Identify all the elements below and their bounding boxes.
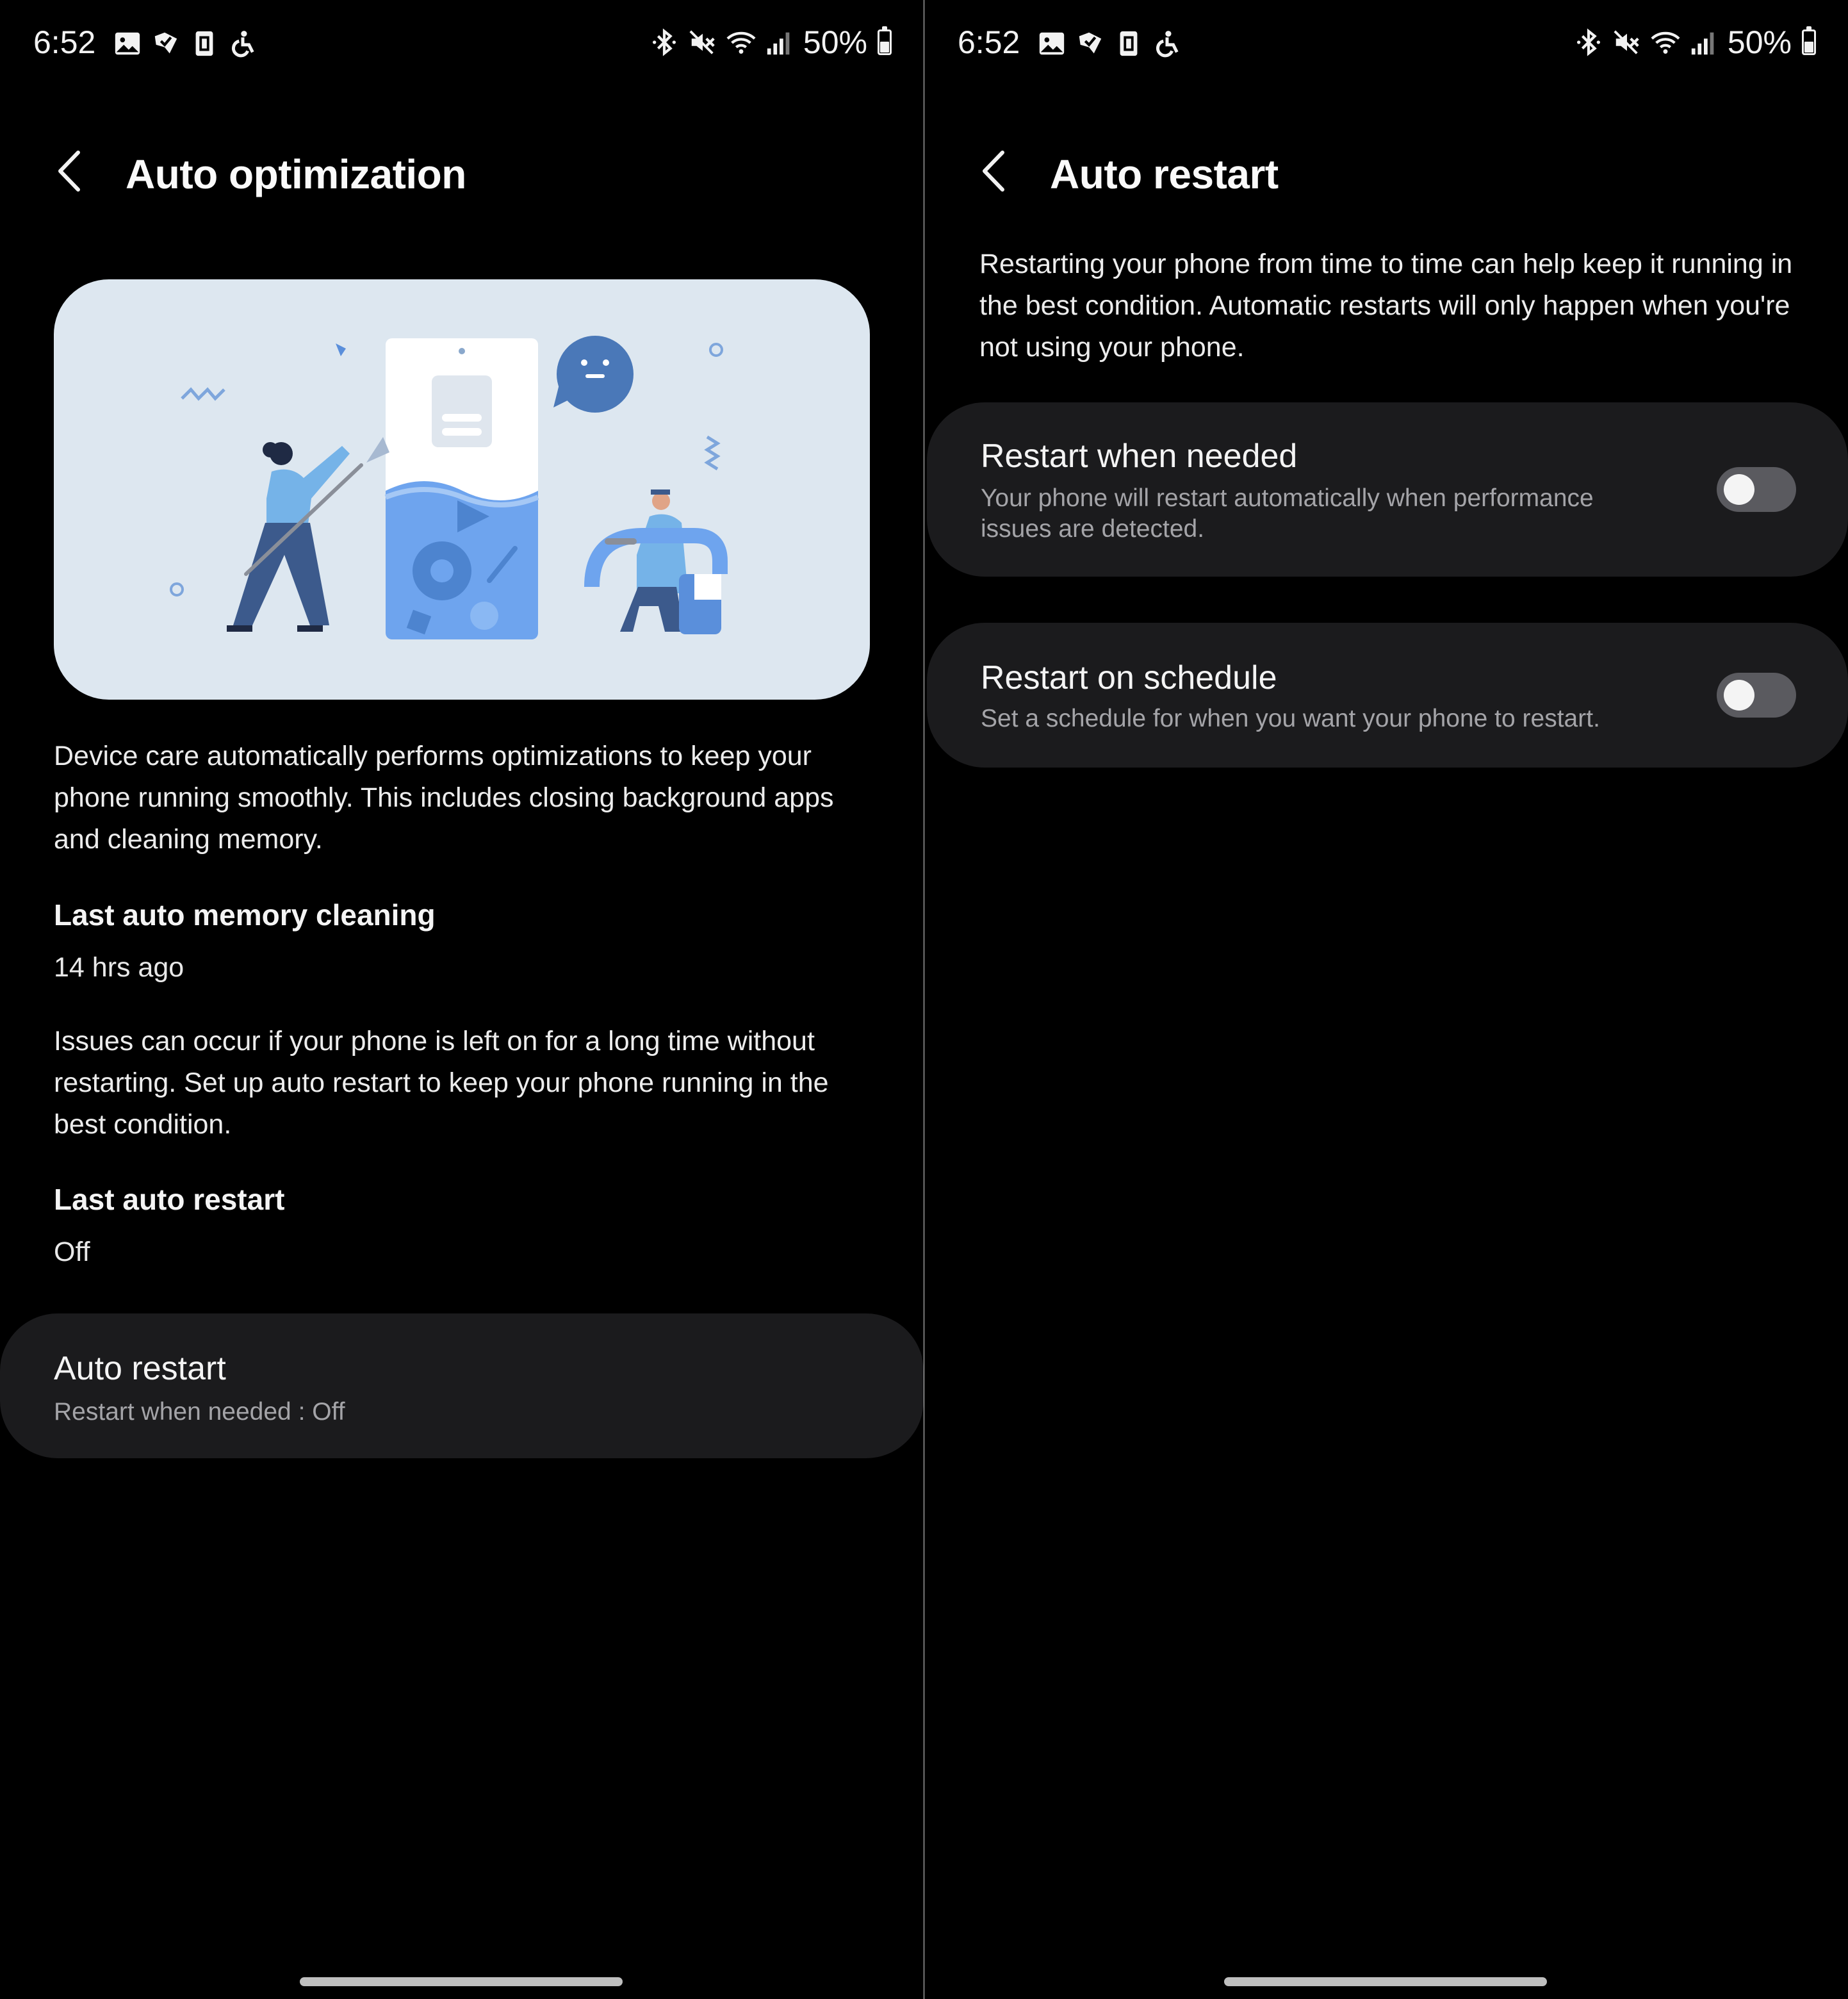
last-auto-restart-label: Last auto restart [54, 1183, 285, 1216]
mute-icon [688, 28, 717, 57]
battery-icon [878, 29, 892, 55]
pin-check-icon [151, 29, 181, 58]
notification-icons [113, 28, 258, 59]
status-bar [924, 0, 1848, 90]
pin-check-icon [1075, 29, 1105, 58]
auto-restart-summary: Restart when needed : Off [54, 1398, 345, 1426]
bluetooth-icon [1574, 28, 1603, 57]
battery-level-fill [1804, 42, 1813, 53]
auto-restart-description: Restarting your phone from time to time can help keep it running in the best condition. Automatic restarts will only happen when you're not using your phone. [979, 249, 1793, 363]
chevron-left-icon [56, 150, 82, 192]
battery-percentage: 50% [803, 24, 867, 60]
system-status-icons [650, 23, 892, 62]
restart-when-needed-item[interactable] [927, 402, 1848, 577]
chevron-left-icon [981, 150, 1006, 192]
restart-on-schedule-subtitle: Set a schedule for when you want your phone to restart. [981, 705, 1600, 732]
accessibility-icon [228, 29, 258, 58]
auto-restart-menu-item[interactable] [0, 1313, 924, 1458]
wifi-icon [1651, 28, 1680, 57]
restart-issues-text: Issues can occur if your phone is left on for a long time without restarting. Set up auto restart to keep your phone running in the best condition. [54, 1026, 829, 1140]
gallery-icon [1037, 29, 1067, 58]
back-button[interactable] [970, 142, 1017, 200]
signal-icon [1689, 28, 1719, 57]
bluetooth-icon [650, 28, 679, 57]
mute-icon [1612, 28, 1642, 57]
system-status-icons [1574, 23, 1816, 62]
restart-when-needed-toggle[interactable] [1717, 467, 1796, 512]
auto-restart-screen [924, 0, 1848, 1999]
toggle-knob [1724, 474, 1754, 505]
last-memory-cleaning-value: 14 hrs ago [54, 952, 184, 983]
accessibility-icon [1152, 29, 1182, 58]
battery-icon [1802, 29, 1816, 55]
last-memory-cleaning-label: Last auto memory cleaning [54, 898, 436, 932]
page-title: Auto restart [1050, 151, 1279, 197]
restart-when-needed-subtitle: Your phone will restart automatically when performance issues are detected. [981, 484, 1594, 543]
last-auto-restart-value: Off [54, 1237, 90, 1267]
toggle-knob [1724, 680, 1754, 711]
restart-on-schedule-title: Restart on schedule [981, 659, 1277, 696]
status-time: 6:52 [958, 24, 1020, 60]
sim-card-icon [190, 29, 219, 58]
home-indicator[interactable] [300, 1977, 623, 1986]
battery-percentage: 50% [1727, 24, 1792, 60]
device-care-illustration [54, 279, 870, 700]
back-button[interactable] [46, 142, 92, 200]
page-title: Auto optimization [126, 151, 466, 197]
signal-icon [765, 28, 794, 57]
auto-optimization-description: Device care automatically performs optimizations to keep your phone running smoothly. This includes closing background apps and cleaning memory. [54, 741, 834, 855]
battery-level-fill [880, 42, 889, 53]
sim-card-icon [1114, 29, 1143, 58]
notification-icons [1037, 28, 1182, 59]
home-indicator[interactable] [1224, 1977, 1547, 1986]
gallery-icon [113, 29, 142, 58]
status-bar [0, 0, 924, 90]
restart-when-needed-title: Restart when needed [981, 438, 1298, 475]
wifi-icon [726, 28, 756, 57]
status-time: 6:52 [33, 24, 96, 60]
restart-on-schedule-item[interactable] [927, 623, 1848, 768]
auto-restart-title: Auto restart [54, 1350, 226, 1387]
restart-on-schedule-toggle[interactable] [1717, 673, 1796, 718]
